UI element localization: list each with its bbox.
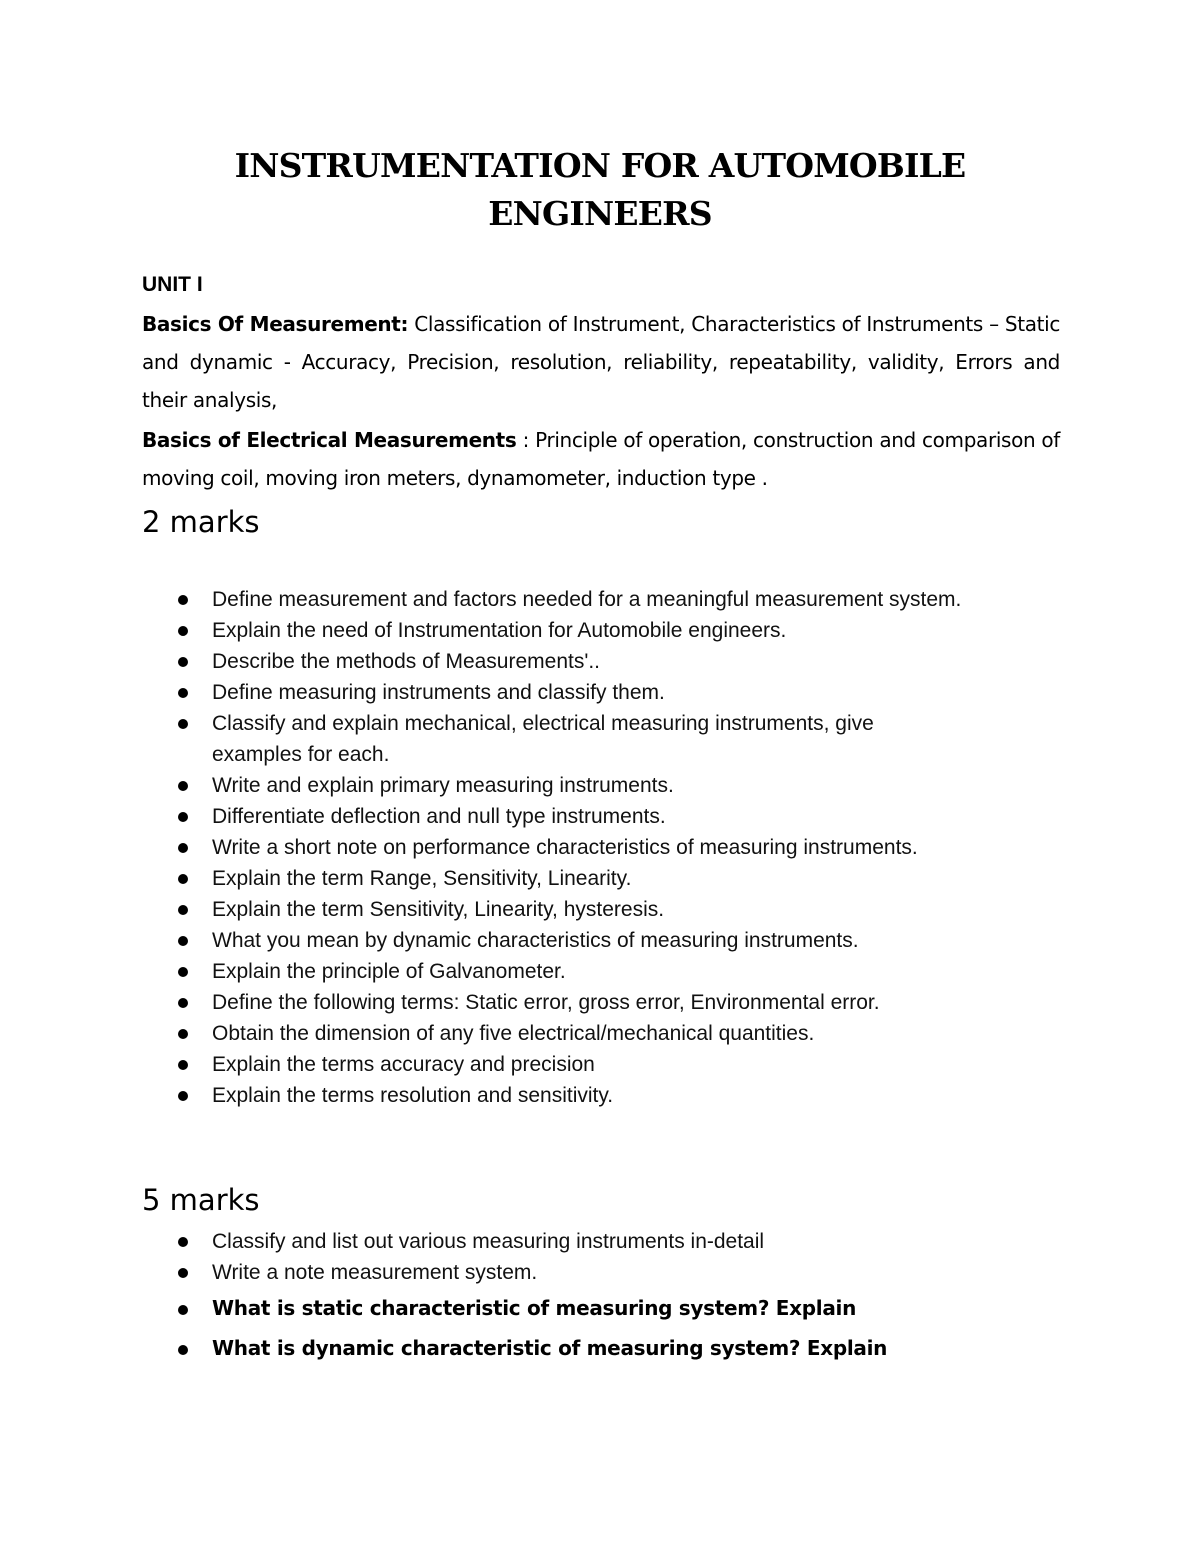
question-list-2-marks: [142, 584, 1060, 1111]
bullet-icon: [178, 657, 188, 667]
document-title: [142, 142, 1058, 238]
list-item: Explain the terms resolution and sensitivity.: [142, 1080, 1060, 1111]
bullet-icon: [178, 967, 188, 977]
list-item: Define the following terms: Static error, gross error, Environmental error.: [142, 987, 1060, 1018]
list-item: Explain the principle of Galvanometer.: [142, 956, 1060, 987]
list-item: Differentiate deflection and null type instruments.: [142, 801, 1060, 832]
bullet-icon: [178, 719, 188, 729]
unit-label: UNIT I: [142, 273, 203, 296]
list-item: Explain the terms accuracy and precision: [142, 1049, 1060, 1080]
list-item: Classify and explain mechanical, electrical measuring instruments, give examples for each.: [142, 708, 1060, 770]
list-item: What is dynamic characteristic of measuring system? Explain: [142, 1328, 1060, 1368]
list-item: Define measurement and factors needed for a meaningful measurement system.: [142, 584, 1060, 615]
syllabus-text: Classification of Instrument, Characteristics of Instruments – Static and dynamic - Accuracy, Precision, resolution, reliability, repeatability, validity, Errors and their analysis,: [142, 312, 1060, 412]
syllabus-text: : Principle of operation, construction and comparison of moving coil, moving iron meters, dynamometer, induction type .: [142, 428, 1061, 490]
list-item: Classify and list out various measuring instruments in-detail: [142, 1226, 1060, 1257]
section-heading-5-marks: 5 marks: [142, 1183, 260, 1217]
bullet-icon: [178, 781, 188, 791]
bullet-icon: [178, 1060, 188, 1070]
document-title-line-1: INSTRUMENTATION FOR AUTOMOBILE: [234, 146, 966, 185]
list-item: Explain the term Sensitivity, Linearity, hysteresis.: [142, 894, 1060, 925]
bullet-icon: [178, 998, 188, 1008]
bullet-icon: [178, 626, 188, 636]
bullet-icon: [178, 843, 188, 853]
list-item: Define measuring instruments and classify them.: [142, 677, 1060, 708]
bullet-icon: [178, 874, 188, 884]
syllabus-paragraph-electrical: [142, 421, 1060, 497]
bullet-icon: [178, 1029, 188, 1039]
section-heading-2-marks: 2 marks: [142, 505, 260, 539]
bullet-icon: [178, 905, 188, 915]
bullet-icon: [178, 595, 188, 605]
list-item: Write a short note on performance characteristics of measuring instruments.: [142, 832, 1060, 863]
list-item: Write a note measurement system.: [142, 1257, 1060, 1288]
syllabus-paragraph-measurement: [142, 305, 1060, 419]
question-list-5-marks: [142, 1226, 1060, 1368]
list-item: Explain the term Range, Sensitivity, Linearity.: [142, 863, 1060, 894]
list-item: Obtain the dimension of any five electrical/mechanical quantities.: [142, 1018, 1060, 1049]
list-item: What you mean by dynamic characteristics of measuring instruments.: [142, 925, 1060, 956]
list-item: Describe the methods of Measurements'..: [142, 646, 1060, 677]
list-item: Write and explain primary measuring instruments.: [142, 770, 1060, 801]
bullet-icon: [178, 1091, 188, 1101]
bullet-icon: [178, 1237, 188, 1247]
list-item: Explain the need of Instrumentation for Automobile engineers.: [142, 615, 1060, 646]
bullet-icon: [178, 1345, 188, 1355]
list-item: What is static characteristic of measuring system? Explain: [142, 1288, 1060, 1328]
bullet-icon: [178, 688, 188, 698]
bullet-icon: [178, 936, 188, 946]
bullet-icon: [178, 812, 188, 822]
syllabus-heading: Basics of Electrical Measurements: [142, 428, 517, 452]
syllabus-heading: Basics Of Measurement:: [142, 312, 409, 336]
bullet-icon: [178, 1305, 188, 1315]
document-title-line-2: ENGINEERS: [488, 194, 712, 233]
bullet-icon: [178, 1268, 188, 1278]
